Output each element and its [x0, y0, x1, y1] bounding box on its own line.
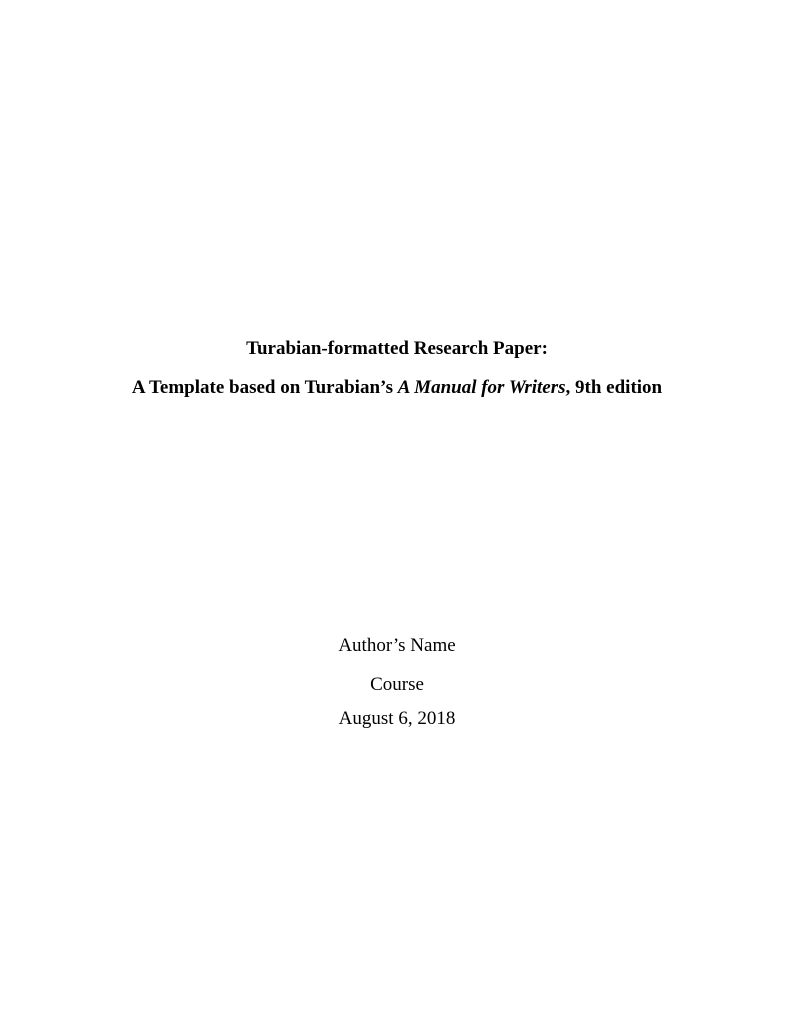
paper-subtitle-prefix: A Template based on Turabian’s [131, 377, 398, 398]
paper-title-line-2 [0, 378, 794, 397]
author-name: Author’s Name [338, 635, 456, 656]
paper-date: August 6, 2018 [338, 708, 456, 729]
course-name: Course [370, 674, 424, 695]
paper-subtitle-suffix: , 9th edition [565, 377, 663, 398]
book-title-italic: A Manual for Writers [397, 377, 566, 398]
paper-title-line-1: Turabian-formatted Research Paper: [246, 338, 548, 359]
